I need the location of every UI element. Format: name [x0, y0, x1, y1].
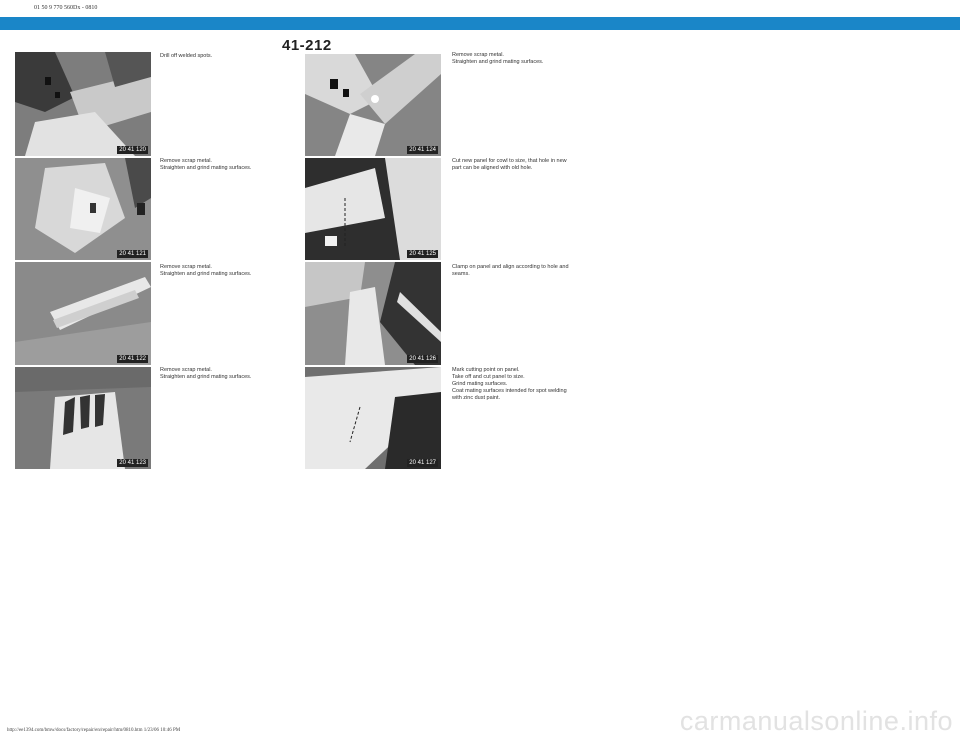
page-number: 41-212 — [282, 37, 332, 54]
step-caption: Remove scrap metal. Straighten and grind mating surfaces. — [160, 158, 252, 171]
step-caption: Clamp on panel and align according to hole and seams. — [452, 264, 569, 277]
watermark: carmanualsonline.info — [679, 706, 953, 736]
step-caption: Cut new panel for cowl to size, that hole in new part can be aligned with old hole. — [452, 158, 567, 171]
photo-1 — [15, 52, 151, 156]
photo-5 — [305, 54, 441, 156]
photo-4 — [15, 367, 151, 469]
photo-3 — [15, 262, 151, 365]
photo-label: 20 41 123 — [119, 460, 146, 466]
photo-label: 20 41 125 — [409, 251, 436, 257]
step-caption: Drill off welded spots. — [160, 53, 213, 59]
photo-label: 20 41 126 — [409, 356, 436, 362]
step-caption: Mark cutting point on panel. Take off and cut panel to size. Grind mating surfaces. Coat mating surfaces intended for spot welding with zinc dust paint. — [452, 367, 567, 401]
photo-label: 20 41 127 — [409, 460, 436, 466]
photo-label: 20 41 124 — [409, 147, 436, 153]
photo-6 — [305, 158, 441, 260]
photo-2 — [15, 158, 151, 260]
step-caption: Remove scrap metal. Straighten and grind mating surfaces. — [160, 264, 252, 277]
step-caption: Remove scrap metal. Straighten and grind mating surfaces. — [452, 52, 544, 65]
photo-8 — [305, 367, 441, 469]
step-caption: Remove scrap metal. Straighten and grind mating surfaces. — [160, 367, 252, 380]
photo-label: 20 41 120 — [119, 147, 146, 153]
photo-label: 20 41 122 — [119, 356, 146, 362]
header-bar — [0, 17, 960, 30]
footer-url: http://ee1394.com/bmw/docs/factory/repair/en/repair/htm/0810.htm 1/23/06 10:46 PM — [7, 728, 181, 733]
document-title: 01 50 9 770 560Dx - 0810 — [34, 5, 98, 11]
photo-7 — [305, 262, 441, 365]
photo-label: 20 41 121 — [119, 251, 146, 257]
